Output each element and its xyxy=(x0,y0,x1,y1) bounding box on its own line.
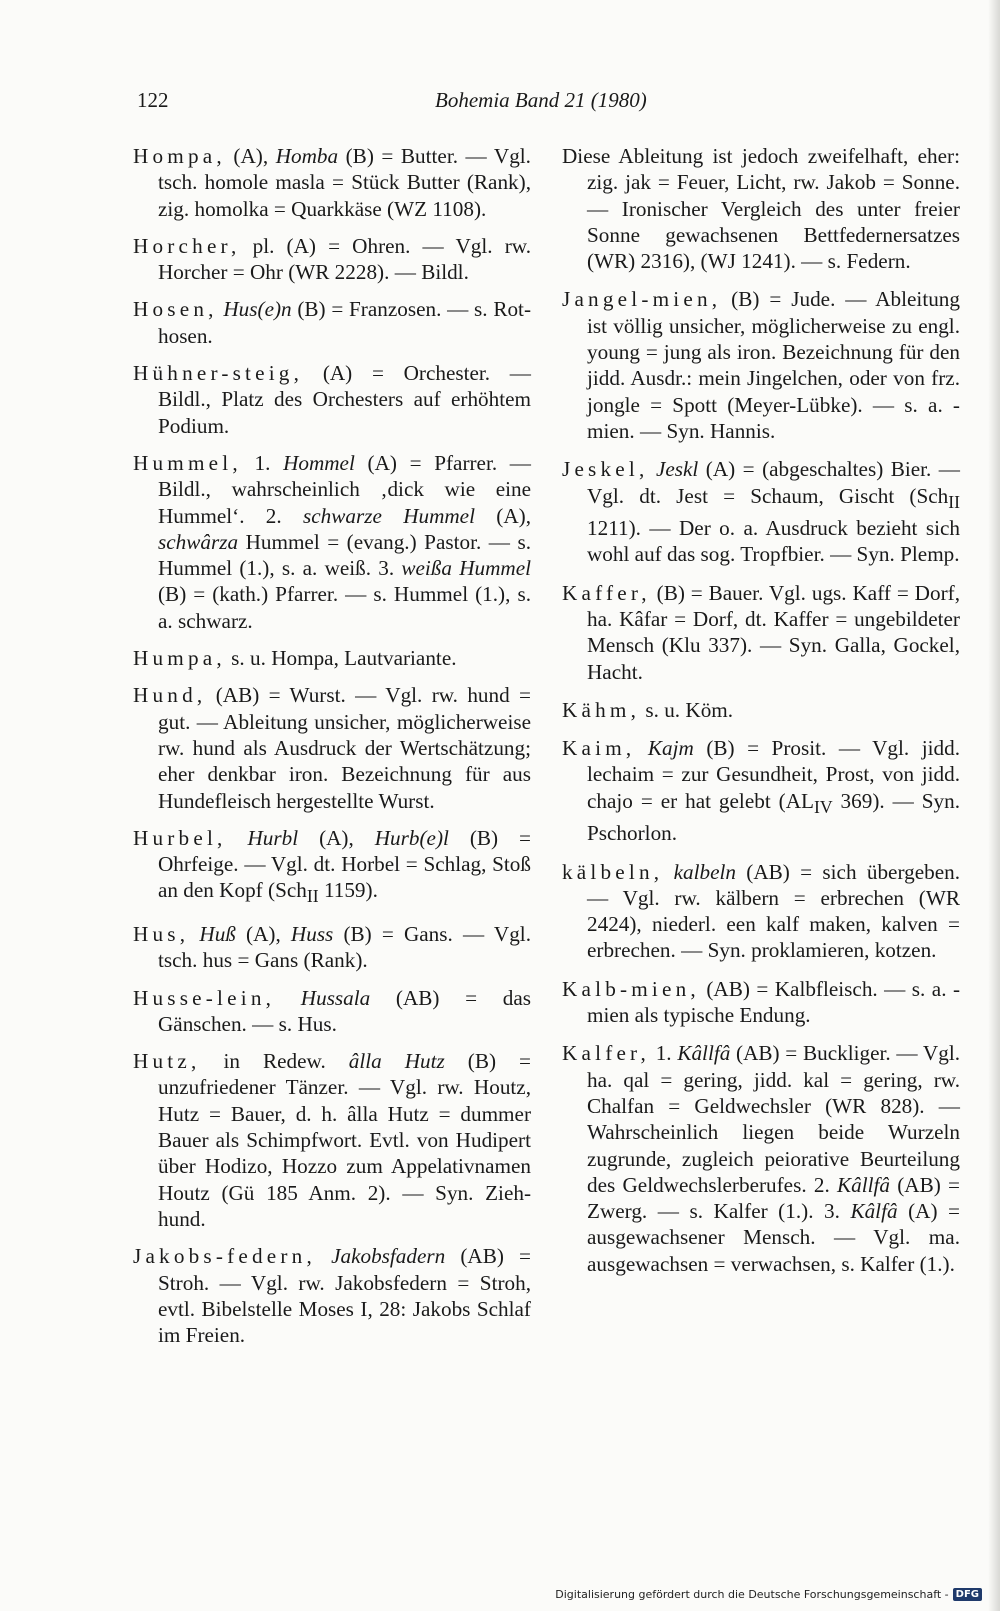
dictionary-entry xyxy=(133,1048,531,1232)
entry-body: Kajm (B) = Prosit. — Vgl. jidd. lechaim = zur Gesundheit, Prost, von jidd. chajo = er hat gelebt ($AL_{IV}$ 369). — Syn. Pschorlon. xyxy=(587,736,961,846)
entry-body: Hussala (AB) = das Gänschen. — s. Hus. xyxy=(158,985,531,1036)
entry-body: Diese Ableitung ist jedoch zweifelhaft, eher: zig. jak = Feuer, Licht, rw. Jakob = Sonne. — Ironischer Vergleich des unter freier Sonne gewachsenen Bettfedernersatzes (WR) 2316), (WJ 1241). — s. Federn. xyxy=(562,144,960,274)
entry-body: 1. Kâllfâ (AB) = Buckliger. — Vgl. ha. qal = gering, jidd. kal = gering, rw. Chalfan = Geldwechsler (WR 828). — Wahrscheinlich liegen beide Wurzeln zugrunde, zugleich peiorative Beurteilung des Geldwechslerberufes. 2. Kâllfâ (AB) = Zwerg. — s. Kalfer (1.). 3. Kâlfâ (A) = ausgewachsener Mensch. — Vgl. ma. ausgewachsen = verwachsen, s. Kalfer (1.). xyxy=(587,1041,961,1276)
entry-headword: Horcher, xyxy=(133,233,241,258)
entry-headword: Hund, xyxy=(133,683,207,708)
dictionary-entry xyxy=(133,645,531,671)
entry-body: Jakobsfadern (AB) = Stroh. — Vgl. rw. Jakobsfedern = Stroh, evtl. Bibelstelle Moses I, 28: Jakobs Schlaf im Freien. xyxy=(158,1244,531,1348)
dfg-logo: DFG xyxy=(953,1588,982,1601)
entry-headword: Hurbel, xyxy=(133,825,227,850)
entry-headword: Hosen, xyxy=(133,297,218,322)
entry-headword: Hummel, xyxy=(133,450,242,475)
entry-headword: Hühner-steig, xyxy=(133,361,304,386)
entry-body: (A) = Orchester. — Bildl., Platz des Orchesters auf erhöhtem Podium. xyxy=(158,361,531,438)
entry-body: Huß (A), Huss (B) = Gans. — Vgl. tsch. hus = Gans (Rank). xyxy=(158,921,531,973)
entry-body: (B) = Bauer. Vgl. ugs. Kaff = Dorf, ha. Kâfar = Dorf, dt. Kaffer = ungebildeter Mensch (Klu 337). — Syn. Galla, Gockel, Hacht. xyxy=(587,580,960,684)
entry-headword: Husse-lein, xyxy=(133,985,276,1010)
dictionary-entry xyxy=(133,1243,531,1348)
footer-text: Digitalisierung gefördert durch die Deutsche Forschungsgemeinschaft - xyxy=(555,1588,949,1601)
entry-body: (B) = Jude. — Ableitung ist völlig unsicher, möglicherweise zu engl. young = jung als iron. Bezeichnung für den jidd. Ausdr.: mein Jingelchen, oder von frz. jongle = Spott (Meyer-Lübke). — s. a. -mien. — Syn. Hannis. xyxy=(587,287,960,443)
entry-body: in Redew. âlla Hutz (B) = unzufriedener Tänzer. — Vgl. rw. Houtz, Hutz = Bauer, d. h. âlla Hutz = dummer Bauer als Schimpfwort. Evtl. von Hudipert über Hodizo, Hozzo zum Appelativnamen Houtz (Gü 185 Anm. 2). — Syn. Zieh-hund. xyxy=(158,1049,531,1231)
dictionary-entry xyxy=(562,580,960,685)
dictionary-entry xyxy=(562,143,960,274)
dictionary-entry xyxy=(133,450,531,634)
entry-headword: kälbeln, xyxy=(562,859,664,884)
dictionary-entry xyxy=(133,143,531,222)
entry-body: Hurbl (A), Hurb(e)l (B) = Ohrfeige. — Vgl. dt. Horbel = Schlag, Stoß an den Kopf (Sch$_{II}$ 1159). xyxy=(158,825,531,907)
entry-body: s. u. Hompa, Lautvariante. xyxy=(225,646,457,671)
entry-headword: Humpa, xyxy=(133,646,226,671)
entry-body: pl. (A) = Ohren. — Vgl. rw. Horcher = Ohr (WR 2228). — Bildl. xyxy=(158,233,531,285)
dictionary-entry xyxy=(133,985,531,1038)
entry-headword: Kähm, xyxy=(562,697,641,722)
entry-body: (A), Homba (B) = Butter. — Vgl. tsch. homole masla = Stück Butter (Rank), zig. homolka = Quarkkäse (WZ 1108). xyxy=(158,144,531,221)
entry-body: 1. Hommel (A) = Pfarrer. — Bildl., wahrscheinlich ‚dick wie eine Hummel‘. 2. schwarze Hummel (A), schwârza Hummel = (evang.) Pastor. — s. Hummel (1.), s. a. weiß. 3. weißa Hummel (B) = (kath.) Pfarrer. — s. Hummel (1.), s. a. schwarz. xyxy=(158,450,532,633)
dictionary-entry xyxy=(562,735,960,846)
entry-headword: Jeskel, xyxy=(562,457,649,482)
entry-headword: Hompa, xyxy=(133,144,226,168)
entry-headword: Kalfer, xyxy=(562,1041,650,1066)
entry-body: kalbeln (AB) = sich übergeben. — Vgl. rw. kälbern = erbrechen (WR 2424), niederl. een kalf maken, kalven = erbrechen. — Syn. proklamieren, kotzen. xyxy=(587,859,961,963)
entry-body: Jeskl (A) = (abgeschaltes) Bier. — Vgl. dt. Jest = Schaum, Gischt (Sch$_{II}$ 1211). — Der o. a. Ausdruck bezieht sich wohl auf das sog. Tropfbier. — Syn. Plemp. xyxy=(587,457,960,567)
running-title: Bohemia Band 21 (1980) xyxy=(435,88,647,112)
dictionary-entry xyxy=(562,859,960,964)
entry-headword: Jangel-mien, xyxy=(562,287,722,312)
digitization-footer xyxy=(555,1588,982,1601)
dictionary-entry xyxy=(562,456,960,567)
dictionary-entry xyxy=(562,697,960,723)
dictionary-entry xyxy=(133,233,531,286)
right-column xyxy=(562,143,960,1289)
dictionary-entry xyxy=(133,921,531,974)
dictionary-entry xyxy=(133,682,531,813)
entry-body: (AB) = Wurst. — Vgl. rw. hund = gut. — Ableitung unsicher, möglicherweise rw. hund als Ausdruck der Wertschätzung; eher denkbar iron. Bezeichnung für aus Hundefleisch hergestellte Wurst. xyxy=(158,683,531,813)
entry-headword: Hus, xyxy=(133,921,190,946)
entry-headword: Kaim, xyxy=(562,736,636,761)
dictionary-entry xyxy=(133,296,531,349)
entry-body: s. u. Köm. xyxy=(640,697,734,722)
dictionary-entry xyxy=(562,286,960,444)
entry-headword: Kalb-mien, xyxy=(562,976,700,1001)
page-header xyxy=(137,88,660,128)
dictionary-entry xyxy=(562,1040,960,1277)
entry-body: Hus(e)n (B) = Franzosen. — s. Rot-hosen. xyxy=(158,297,531,348)
entry-headword: Kaffer, xyxy=(562,580,651,605)
dictionary-entry xyxy=(133,360,531,439)
scan-edge-shadow xyxy=(988,0,1000,1611)
dictionary-entry xyxy=(133,825,531,910)
page-number: 122 xyxy=(137,88,169,112)
entry-headword: Jakobs-federn, xyxy=(133,1244,316,1269)
entry-headword: Hutz, xyxy=(133,1049,201,1074)
dictionary-entry xyxy=(562,976,960,1029)
left-column xyxy=(133,143,531,1359)
entry-body: (AB) = Kalbfleisch. — s. a. -mien als typische Endung. xyxy=(587,976,960,1028)
